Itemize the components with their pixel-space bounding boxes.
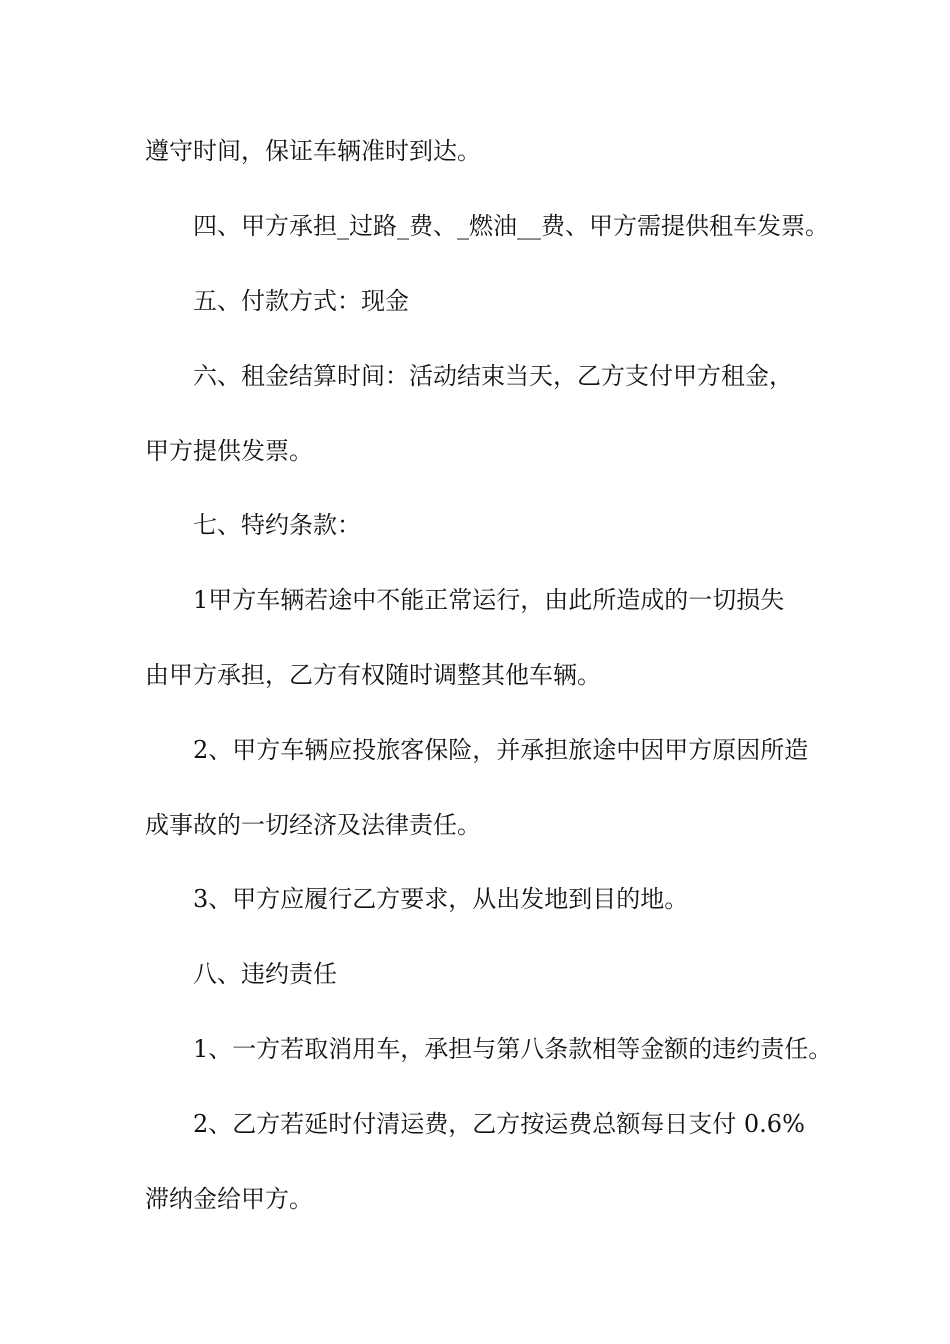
text-line: 甲方提供发票。 [145, 437, 313, 465]
text-line: 由甲方承担，乙方有权随时调整其他车辆。 [145, 661, 601, 689]
text-line: 滞纳金给甲方。 [145, 1185, 313, 1213]
text-line: 五、付款方式：现金 [193, 287, 409, 315]
text-line: 2、甲方车辆应投旅客保险，并承担旅途中因甲方原因所造 [193, 736, 809, 764]
text-line: 1、一方若取消用车，承担与第八条款相等金额的违约责任。 [193, 1035, 833, 1063]
text-line: 八、违约责任 [193, 960, 337, 988]
text-line: 六、租金结算时间：活动结束当天，乙方支付甲方租金， [193, 362, 793, 390]
text-line: 3、甲方应履行乙方要求，从出发地到目的地。 [193, 885, 689, 913]
text-line: 遵守时间，保证车辆准时到达。 [145, 137, 481, 165]
text-line: 1甲方车辆若途中不能正常运行，由此所造成的一切损失 [193, 586, 785, 614]
text-line: 成事故的一切经济及法律责任。 [145, 811, 481, 839]
text-line: 七、特约条款： [193, 511, 361, 539]
text-line: 四、甲方承担_过路_费、_燃油__费、甲方需提供租车发票。 [193, 212, 829, 240]
text-line: 2、乙方若延时付清运费，乙方按运费总额每日支付 0.6% [193, 1110, 805, 1138]
